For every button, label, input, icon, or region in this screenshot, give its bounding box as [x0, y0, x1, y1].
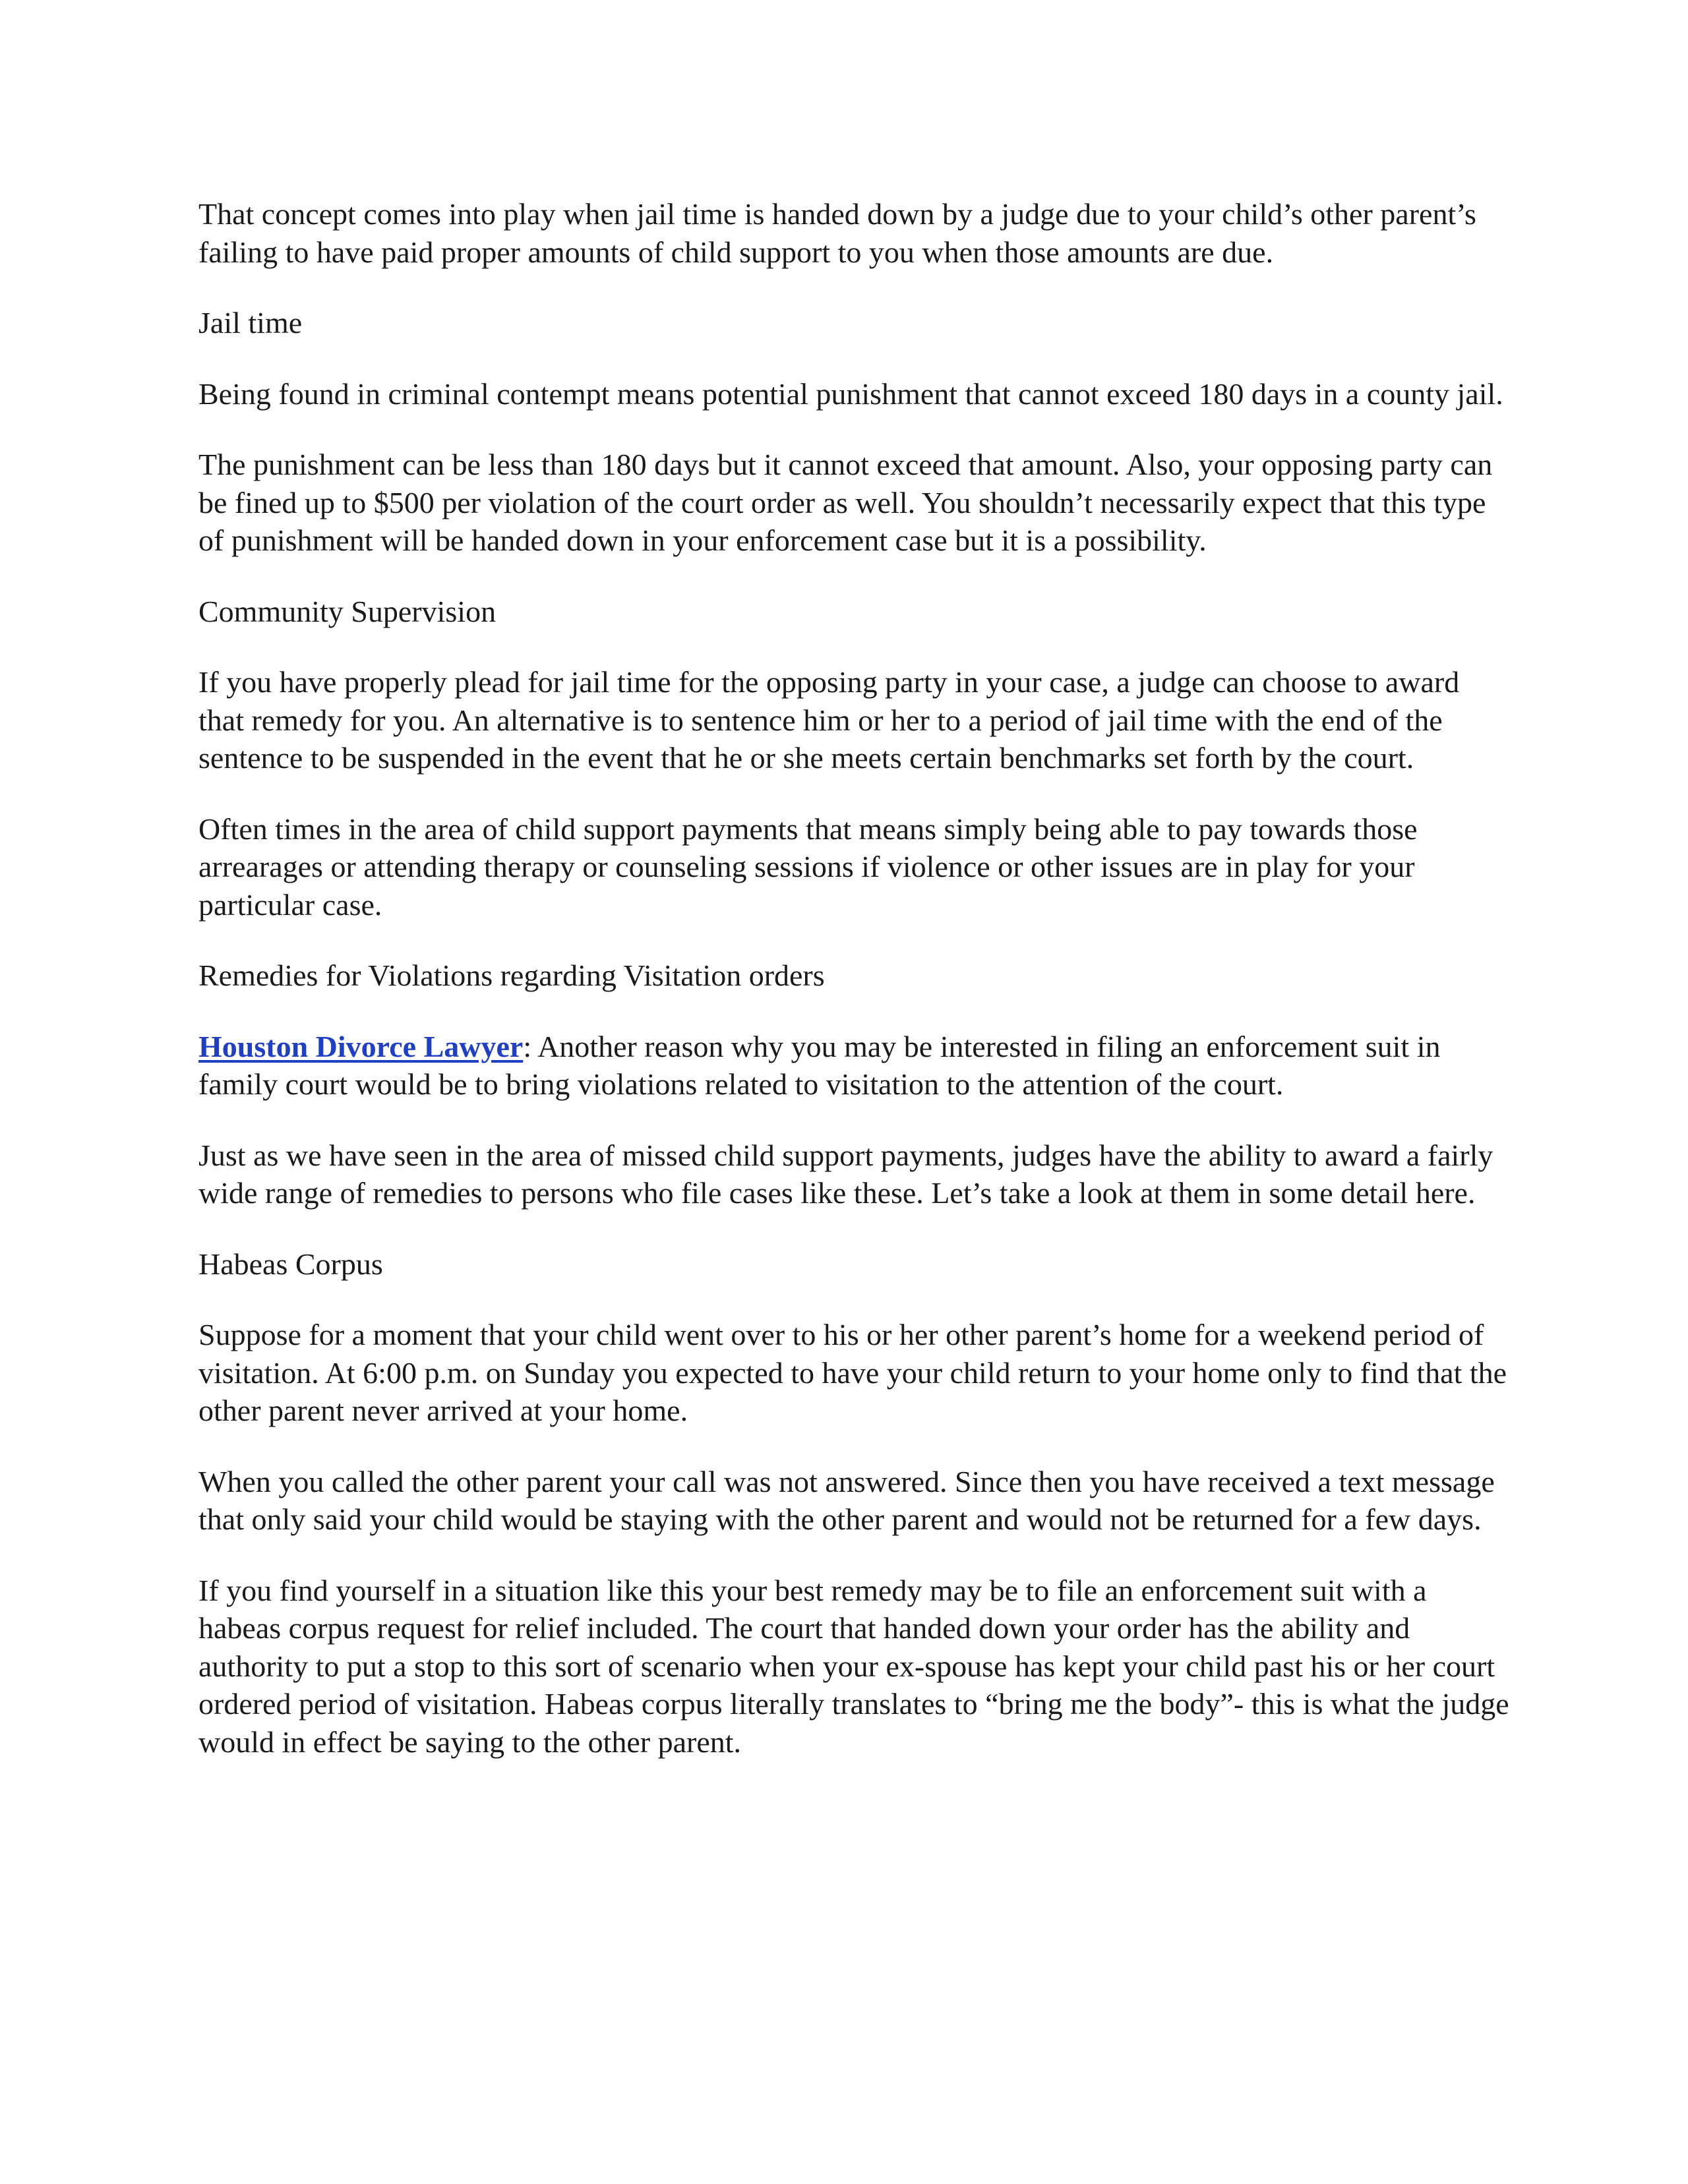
paragraph-punishment: The punishment can be less than 180 days but it cannot exceed that amount. Also, your opposing party can be fined up to $500 per violation of the court order as well. You shouldn’t necessarily expect that this type of punishment will be handed down in your enforcement case but it is a possibility.	[198, 448, 1493, 557]
paragraph-intro: That concept comes into play when jail time is handed down by a judge due to your child’s other parent’s failing to have paid proper amounts of child support to you when those amounts are due.	[198, 197, 1476, 269]
heading-remedies-visitation: Remedies for Violations regarding Visitation orders	[198, 959, 825, 992]
heading-jail-time: Jail time	[198, 306, 303, 339]
paragraph-child-support-payments: Often times in the area of child support payments that means simply being able to pay towards those arrearages or attending therapy or counseling sessions if violence or other issues are in play for your particular case.	[198, 812, 1418, 922]
paragraph-range-of-remedies: Just as we have seen in the area of missed child support payments, judges have the ability to award a fairly wide range of remedies to persons who file cases like these. Let’s take a look at them in some detail here.	[198, 1138, 1493, 1210]
heading-community-supervision: Community Supervision	[198, 594, 497, 628]
paragraph-enforcement-visitation	[198, 1028, 1511, 1104]
paragraph-criminal-contempt: Being found in criminal contempt means potential punishment that cannot exceed 180 days in a county jail.	[198, 376, 1503, 411]
paragraph-jail-alternative: If you have properly plead for jail time for the opposing party in your case, a judge can choose to award that remedy for you. An alternative is to sentence him or her to a period of jail time with the end of the sentence to be suspended in the event that he or she meets certain benchmarks set forth by the court.	[198, 665, 1460, 775]
heading-habeas-corpus: Habeas Corpus	[198, 1247, 383, 1281]
paragraph-unanswered-call: When you called the other parent your call was not answered. Since then you have received a text message that only said your child would be staying with the other parent and would not be returned for a few days.	[198, 1464, 1495, 1536]
houston-divorce-lawyer-link[interactable]: Houston Divorce Lawyer	[198, 1029, 524, 1063]
document-page	[198, 195, 1511, 1794]
paragraph-weekend-visitation: Suppose for a moment that your child went over to his or her other parent’s home for a weekend period of visitation. At 6:00 p.m. on Sunday you expected to have your child return to your home only to find that the other parent never arrived at your home.	[198, 1318, 1507, 1427]
paragraph-enforcement-text: : Another reason why you may be interested in filing an enforcement suit in family court would be to bring violations related to visitation to the attention of the court.	[198, 1029, 1441, 1101]
paragraph-habeas-remedy: If you find yourself in a situation like this your best remedy may be to file an enforcement suit with a habeas corpus request for relief included. The court that handed down your order has the ability and authority to put a stop to this sort of scenario when your ex-spouse has kept your child past his or her court ordered period of visitation. Habeas corpus literally translates to “bring me the body”- this is what the judge would in effect be saying to the other parent.	[198, 1573, 1509, 1759]
